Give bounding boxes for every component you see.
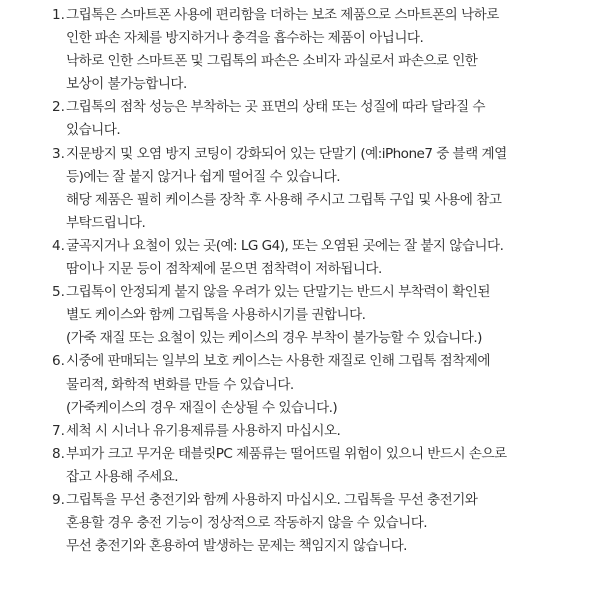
item-line: 그립톡은 스마트폰 사용에 편리함을 더하는 보조 제품으로 스마트폰의 낙하로	[66, 7, 499, 23]
item-number: 1.	[52, 7, 65, 23]
item-line: 해당 제품은 필히 케이스를 장착 후 사용해 주시고 그립톡 구입 및 사용에 참고	[66, 191, 502, 208]
item-line: 지문방지 및 오염 방지 코팅이 강화되어 있는 단말기 (예:iPhone7 중 블랙 계열	[66, 145, 507, 162]
item-line: 부탁드립니다.	[66, 214, 146, 231]
item-line: 별도 케이스와 함께 그립톡을 사용하시기를 권합니다.	[66, 307, 366, 324]
item-number: 8.	[52, 445, 65, 462]
notice-item-5	[0, 281, 600, 350]
item-line: 굴곡지거나 요철이 있는 곳(예: LG G4), 또는 오염된 곳에는 잘 붙지 않습니다.	[66, 237, 504, 254]
item-number: 3.	[52, 145, 65, 162]
notice-item-8	[0, 443, 600, 489]
notice-item-3	[0, 143, 600, 235]
item-line: 땀이나 지문 등이 점착제에 묻으면 점착력이 저하됩니다.	[66, 261, 382, 278]
notice-item-6	[0, 350, 600, 419]
notice-item-2	[0, 96, 600, 142]
item-line: 잡고 사용해 주세요.	[66, 468, 178, 485]
item-line: 보상이 불가능합니다.	[66, 76, 187, 93]
item-line: 혼용할 경우 충전 기능이 정상적으로 작동하지 않을 수 있습니다.	[66, 515, 428, 532]
item-line: 세척 시 시너나 유기용제류를 사용하지 마십시오.	[66, 422, 341, 439]
item-line: 그립톡의 점착 성능은 부착하는 곳 표면의 상태 또는 성질에 따라 달라질 수	[66, 99, 485, 116]
item-line: 그립톡이 안정되게 붙지 않을 우려가 있는 단말기는 반드시 부착력이 확인된	[66, 284, 490, 301]
notice-item-4	[0, 235, 600, 281]
item-line: 인한 파손 자체를 방지하거나 충격을 흡수하는 제품이 아닙니다.	[66, 30, 424, 47]
item-line: 등)에는 잘 붙지 않거나 쉽게 떨어질 수 있습니다.	[66, 168, 340, 185]
item-line: 무선 충전기와 혼용하여 발생하는 문제는 책임지지 않습니다.	[66, 538, 407, 555]
item-line: 시중에 판매되는 일부의 보호 케이스는 사용한 재질로 인해 그립톡 점착제에	[66, 353, 490, 370]
item-line: 부피가 크고 무거운 태블릿PC 제품류는 떨어뜨릴 위험이 있으니 반드시 손으로	[66, 445, 507, 462]
notice-item-1	[0, 4, 600, 96]
item-number: 9.	[52, 491, 65, 508]
item-line: (가죽케이스의 경우 재질이 손상될 수 있습니다.)	[66, 399, 338, 416]
item-line: 물리적, 화학적 변화를 만들 수 있습니다.	[66, 376, 294, 393]
item-line: (가죽 재질 또는 요철이 있는 케이스의 경우 부착이 불가능할 수 있습니다.)	[66, 330, 482, 347]
item-line: 있습니다.	[66, 122, 121, 139]
notice-item-9	[0, 489, 600, 558]
item-number: 7.	[52, 422, 65, 439]
item-number: 5.	[52, 284, 65, 301]
item-number: 6.	[52, 353, 65, 370]
item-line: 그립톡을 무선 충전기와 함께 사용하지 마십시오. 그립톡을 무선 충전기와	[66, 491, 478, 508]
item-number: 4.	[52, 237, 65, 254]
notice-item-7	[0, 420, 600, 443]
item-line: 낙하로 인한 스마트폰 및 그립톡의 파손은 소비자 과실로서 파손으로 인한	[66, 53, 478, 70]
item-number: 2.	[52, 99, 65, 116]
